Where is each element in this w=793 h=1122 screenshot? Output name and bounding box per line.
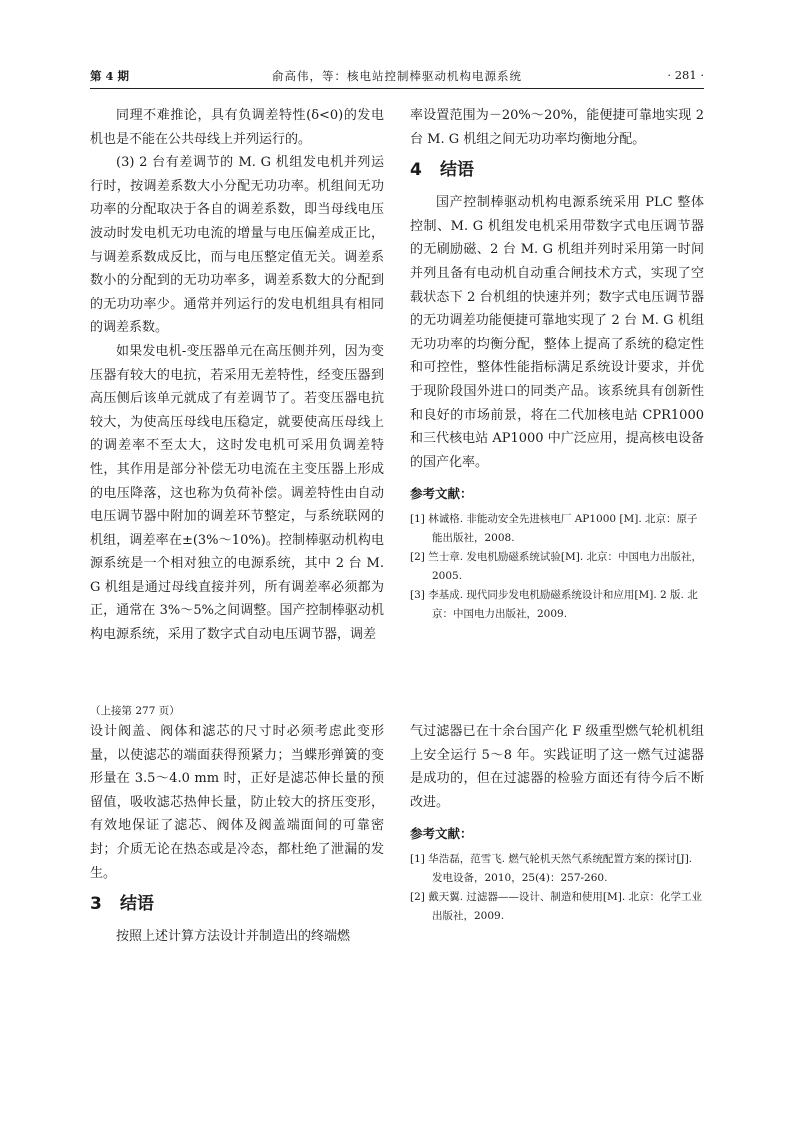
section-heading xyxy=(90,891,384,917)
top-left-column xyxy=(90,104,384,647)
paragraph: (3) 2 台有差调节的 M. G 机组发电机并列运行时，按调差系数大小分配无功功率。机组间无功功率的分配取决于各自的调差系数，即当母线电压波动时发电机无功电流的增量与电压偏差成正比，与调差系数成反比，而与电压整定值无关。调差系数小的分配到的无功功率多，调差系数大的分配到的无功功率少。通常并列运行的发电机组具有相同的调差系数。 xyxy=(90,155,384,336)
reference-item: [1] 华浩磊，范雪飞. 燃气轮机天然气系统配置方案的探讨[J]. 发电设备，2010，25(4)：257-260. xyxy=(410,853,693,885)
paragraph: 按照上述计算方法设计并制造出的终端燃 xyxy=(116,929,351,945)
running-title: 俞高伟，等：核电站控制棒驱动机构电源系统 xyxy=(272,69,522,83)
references-title: 参考文献： xyxy=(410,486,473,502)
wavy-divider xyxy=(90,650,704,658)
bottom-left-column xyxy=(90,702,384,949)
reference-item: [3] 李基成. 现代同步发电机励磁系统设计和应用[M]. 2 版. 北京：中国电力出版社，2009. xyxy=(410,589,698,621)
section-number: 3 xyxy=(90,894,102,915)
references-title: 参考文献： xyxy=(410,826,473,842)
paragraph: 设计阀盖、阀体和滤芯的尺寸时必须考虑此变形量，以使滤芯的端面获得预紧力；当蝶形弹簧的变形量在 3.5～4.0 mm 时，正好是滤芯伸长量的预留值，吸收滤芯热伸长量，防止较大的挤压变形，有效地保证了滤芯、阀体及阀盖端面间的可靠密封；介质无论在热态或是冷态，都杜绝了泄漏的发生。 xyxy=(90,724,384,881)
continued-note: （上接第 277 页） xyxy=(90,705,180,717)
paragraph: 如果发电机-变压器单元在高压侧并列，因为变压器有较大的电抗，若采用无差特性，经变压器到高压侧后该单元就成了有差调节了。若变压器电抗较大，为使高压母线电压稳定，就要使高压母线上的调差率不至太大，这时发电机可采用负调差特性，其作用是部分补偿无功电流在主变压器上形成的电压降落，这也称为负荷补偿。调差特性由自动电压调节器中附加的调差环节整定，与系统联网的机组，调差率在±(3%～10%)。控制棒驱动机构电源系统是一个相对独立的电源系统，其中 2 台 M. G 机组是通过母线直接并列，所有调差率必须都为正，通常在 3%～5%之间调整。国产控制棒驱动机构电源系统，采用了数字式自动电压调节器，调差 xyxy=(90,343,384,643)
bottom-right-column xyxy=(410,720,704,926)
paragraph: 率设置范围为－20%～20%，能便捷可靠地实现 2 台 M. G 机组之间无功功率均衡地分配。 xyxy=(410,108,704,147)
page-number: · 281 · xyxy=(667,68,704,82)
section-title: 结语 xyxy=(120,894,154,915)
section-number: 4 xyxy=(410,160,422,181)
running-header xyxy=(90,68,704,88)
paragraph: 气过滤器已在十余台国产化 F 级重型燃气轮机机组上安全运行 5～8 年。实践证明了这一燃气过滤器是成功的，但在过滤器的检验方面还有待今后不断改进。 xyxy=(410,724,704,810)
paragraph: 同理不难推论，具有负调差特性(δ<0)的发电机也是不能在公共母线上并列运行的。 xyxy=(90,108,384,147)
issue-number: 第 4 期 xyxy=(90,69,130,83)
header-rule xyxy=(90,88,704,89)
reference-item: [1] 林诚格. 非能动安全先进核电厂 AP1000 [M]. 北京：原子能出版社，2008. xyxy=(410,513,698,545)
section-heading xyxy=(410,157,704,183)
reference-item: [2] 竺士章. 发电机励磁系统试验[M]. 北京：中国电力出版社，2005. xyxy=(410,551,703,583)
paragraph: 国产控制棒驱动机构电源系统采用 PLC 整体控制、M. G 机组发电机采用带数字式电压调节器的无刷励磁、2 台 M. G 机组并列时采用第一时间并列且备有电动机自动重合闸技术方式，实现了空载状态下 2 台机组的快速并列；数字式电压调节器的无功调差功能便捷可靠地实现了 2 台 M. G 机组无功功率的均衡分配，整体上提高了系统的稳定性和可控性，整体性能指标满足系统设计要求，并优于现阶段国外进口的同类产品。该系统具有创新性和良好的市场前景，将在二代加核电站 CPR1000 和三代核电站 AP1000 中广泛应用，提高核电设备的国产化率。 xyxy=(410,195,704,470)
reference-item: [2] 戴天翼. 过滤器——设计、制造和使用[M]. 北京：化学工业出版社，2009. xyxy=(410,891,703,923)
top-right-column xyxy=(410,104,704,624)
section-title: 结语 xyxy=(440,160,474,181)
